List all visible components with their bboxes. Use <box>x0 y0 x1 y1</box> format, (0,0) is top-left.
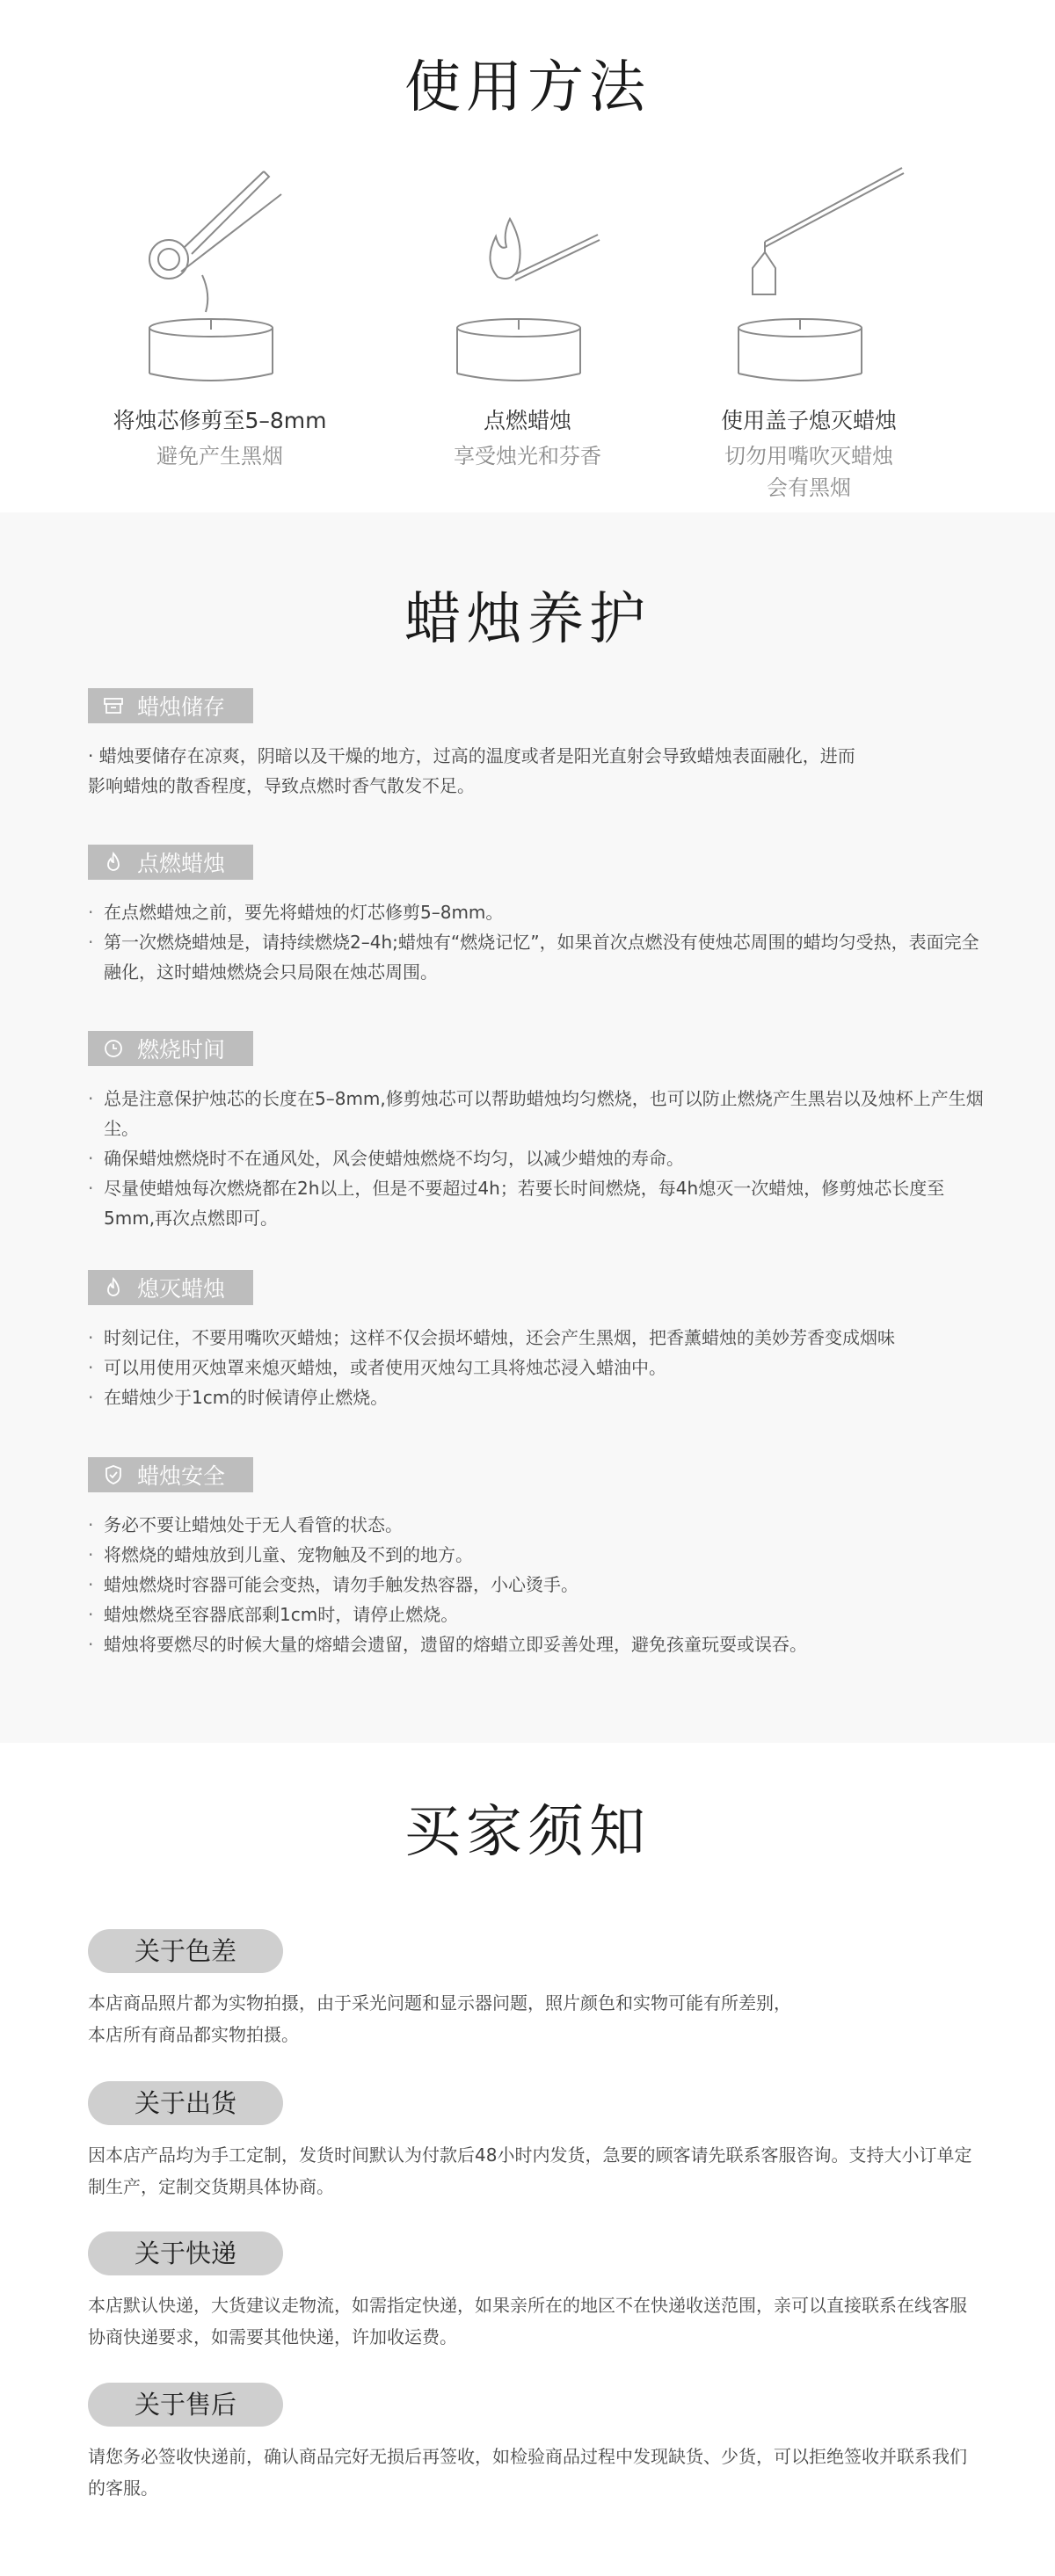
step-light-candle <box>387 163 668 472</box>
buyer-section <box>0 1743 1055 2576</box>
care-tag-label: 蜡烛安全 <box>137 1463 226 1489</box>
care-list <box>88 1323 985 1412</box>
buyer-pill: 关于出货 <box>88 2081 283 2125</box>
care-tag <box>88 1270 253 1305</box>
usage-section <box>0 0 1055 512</box>
care-item: · 蜡烛燃烧时容器可能会变热，请勿手触发热容器，小心烫手。 <box>88 1570 985 1600</box>
care-tag-label: 点燃蜡烛 <box>137 851 226 876</box>
buyer-block-shipping <box>88 2081 976 2202</box>
flame-icon <box>102 1276 125 1299</box>
care-block-safety <box>88 1457 985 1659</box>
care-item: · 总是注意保护烛芯的长度在5–8mm,修剪烛芯可以帮助蜡烛均匀燃烧，也可以防止燃烧产生黑岩以及烛杯上产生烟尘。 <box>88 1084 985 1143</box>
care-block-snuffing <box>88 1270 985 1412</box>
care-item: · 时刻记住，不要用嘴吹灭蜡烛；这样不仅会损坏蜡烛，还会产生黑烟，把香薰蜡烛的美妙芳香变成烟味 <box>88 1323 985 1353</box>
care-list <box>88 1510 985 1659</box>
flame-icon <box>102 851 125 874</box>
storage-box-icon <box>102 694 125 717</box>
care-block-lighting <box>88 845 985 987</box>
care-section <box>0 512 1055 1743</box>
care-list <box>88 897 985 987</box>
care-item: · 将燃烧的蜡烛放到儿童、宠物触及不到的地方。 <box>88 1540 985 1570</box>
buyer-block-courier <box>88 2231 976 2353</box>
clock-icon <box>102 1037 125 1060</box>
care-block-burn-time <box>88 1031 985 1233</box>
step-title: 点燃蜡烛 <box>483 408 571 433</box>
care-title: 蜡烛养护 <box>404 587 651 652</box>
care-item: · 在点燃蜡烛之前，要先将蜡烛的灯芯修剪5–8mm。 <box>88 897 985 927</box>
care-tag <box>88 845 253 880</box>
step-snuff-candle <box>668 163 950 504</box>
care-tag-label: 熄灭蜡烛 <box>137 1276 226 1302</box>
care-item: · 尽量使蜡烛每次燃烧都在2h以上，但是不要超过4h；若要长时间燃烧，每4h熄灭一次蜡烛，修剪烛芯长度至5mm,再次点燃即可。 <box>88 1173 985 1233</box>
buyer-title: 买家须知 <box>404 1800 651 1865</box>
care-item: · 在蜡烛少于1cm的时候请停止燃烧。 <box>88 1382 985 1412</box>
care-item: · 可以用使用灭烛罩来熄灭蜡烛，或者使用灭烛勾工具将烛芯浸入蜡油中。 <box>88 1353 985 1382</box>
care-list <box>88 741 985 801</box>
buyer-block-after-sales <box>88 2383 976 2504</box>
care-item: · 务必不要让蜡烛处于无人看管的状态。 <box>88 1510 985 1540</box>
buyer-pill: 关于售后 <box>88 2383 283 2427</box>
care-item: · 第一次燃烧蜡烛是，请持续燃烧2–4h;蜡烛有“燃烧记忆”，如果首次点燃没有使烛芯周围的蜡均匀受热，表面完全融化，这时蜡烛燃烧会只局限在烛芯周围。 <box>88 927 985 987</box>
step-title: 使用盖子熄灭蜡烛 <box>720 408 897 433</box>
care-item: · 蜡烛将要燃尽的时候大量的熔蜡会遗留，遗留的熔蜡立即妥善处理，避免孩童玩耍或误吞。 <box>88 1629 985 1659</box>
snuffer-icon <box>703 163 914 391</box>
buyer-text: 本店商品照片都为实物拍摄，由于采光问题和显示器问题，照片颜色和实物可能有所差别， 本店所有商品都实物拍摄。 <box>88 1992 791 2045</box>
care-tag-label: 蜡烛储存 <box>137 694 226 720</box>
match-icon <box>422 163 633 391</box>
care-item: · 蜡烛要储存在凉爽，阴暗以及干燥的地方，过高的温度或者是阳光直射会导致蜡烛表面融化，进而 <box>88 745 855 766</box>
care-tag <box>88 688 253 723</box>
care-item: · 蜡烛燃烧至容器底部剩1cm时，请停止燃烧。 <box>88 1600 985 1629</box>
buyer-text: 本店默认快递，大货建议走物流，如需指定快递，如果亲所在的地区不在快递收送范围，亲可以直接联系在线客服协商快递要求，如需要其他快递，许加收运费。 <box>88 2295 967 2347</box>
care-tag <box>88 1457 253 1492</box>
step-title: 将烛芯修剪至5–8mm <box>113 408 327 433</box>
step-subtitle: 避免产生黑烟 <box>156 444 283 468</box>
step-trim-wick <box>79 163 360 472</box>
wick-trimmer-icon <box>114 163 325 391</box>
buyer-pill: 关于色差 <box>88 1929 283 1973</box>
buyer-pill: 关于快递 <box>88 2231 283 2275</box>
shield-check-icon <box>102 1463 125 1486</box>
step-subtitle: 切勿用嘴吹灭蜡烛 会有黑烟 <box>724 444 893 500</box>
buyer-block-color <box>88 1929 976 2050</box>
care-block-storage <box>88 688 985 801</box>
care-list <box>88 1084 985 1233</box>
care-tag-label: 燃烧时间 <box>137 1037 226 1063</box>
buyer-text: 请您务必签收快递前，确认商品完好无损后再签收，如检验商品过程中发现缺货、少货，可以拒绝签收并联系我们的客服。 <box>88 2446 967 2499</box>
usage-title: 使用方法 <box>404 55 651 120</box>
care-item: 影响蜡烛的散香程度，导致点燃时香气散发不足。 <box>88 775 475 796</box>
buyer-text: 因本店产品均为手工定制，发货时间默认为付款后48小时内发货，急要的顾客请先联系客服咨询。支持大小订单定制生产，定制交货期具体协商。 <box>88 2144 972 2197</box>
care-tag <box>88 1031 253 1066</box>
step-subtitle: 享受烛光和芬香 <box>454 444 601 468</box>
care-item: · 确保蜡烛燃烧时不在通风处，风会使蜡烛燃烧不均匀，以减少蜡烛的寿命。 <box>88 1143 985 1173</box>
